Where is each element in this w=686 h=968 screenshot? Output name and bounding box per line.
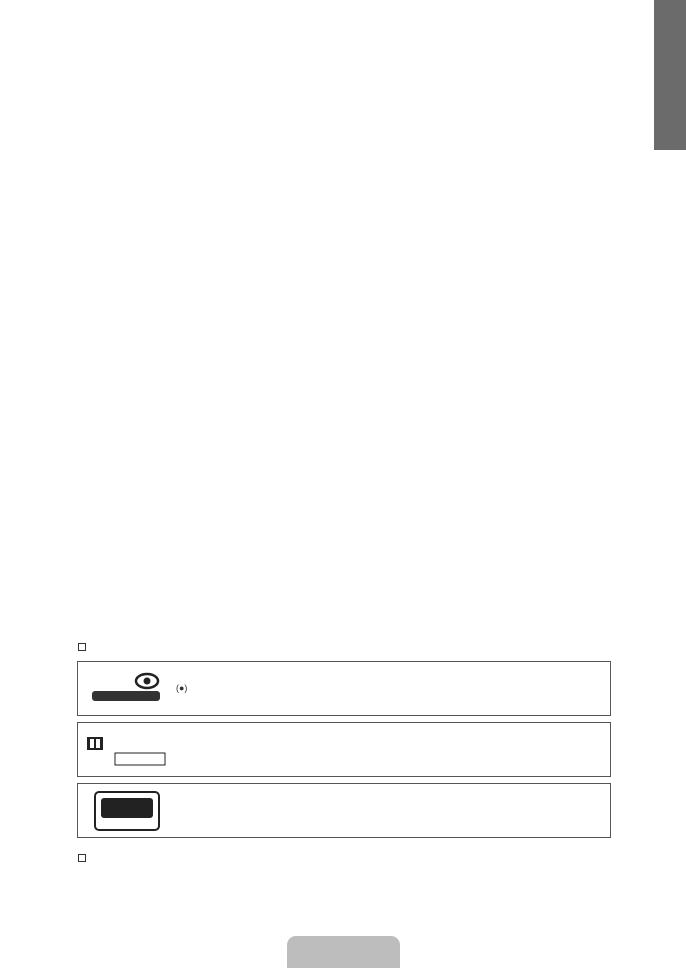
symbol-one-touch (369, 876, 489, 896)
license-divx (77, 783, 611, 838)
divx-logo-icon (94, 791, 160, 831)
symbol-heading (78, 854, 95, 862)
license-dolby (77, 722, 611, 777)
checkbox-square-icon (78, 854, 86, 862)
symbol-note (236, 876, 356, 896)
srs-symbol-icon: (●) (176, 683, 188, 693)
divx-logo (78, 791, 176, 831)
tool-icon (503, 876, 623, 890)
language-tab (654, 0, 686, 150)
symbol-tool (503, 876, 623, 896)
srs-license-text (176, 682, 207, 695)
dolby-logo-icon (85, 733, 169, 767)
dolby-logo (78, 733, 176, 767)
note-icon (236, 876, 356, 890)
license-heading (78, 643, 95, 651)
srs-logo-icon (91, 669, 163, 709)
one-touch-icon (369, 876, 489, 890)
checkbox-square-icon (78, 643, 86, 651)
symbol-press (102, 876, 222, 896)
license-srs (77, 661, 611, 716)
page-number (287, 936, 400, 968)
press-icon (102, 876, 222, 890)
srs-logo (78, 669, 176, 709)
